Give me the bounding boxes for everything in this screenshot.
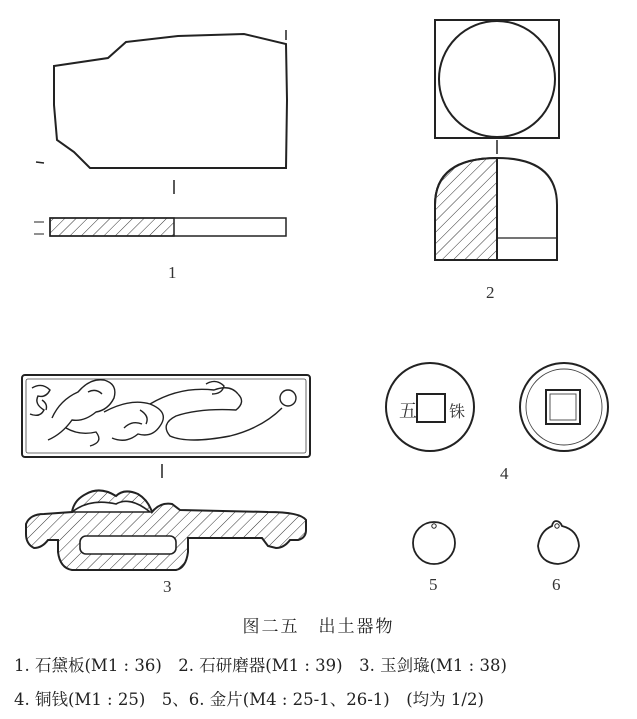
coin-reverse-hole: [546, 390, 580, 424]
stone-slab-drawing: [34, 30, 287, 236]
figure-caption-line-1: 1. 石黛板(M1 : 36) 2. 石研磨器(M1 : 39) 3. 玉剑璏(M1 : 38): [14, 656, 507, 675]
jade-sword-slide-drawing: [22, 375, 310, 570]
grinder-top-circle: [439, 21, 555, 137]
slab-section-hatch: [50, 218, 174, 236]
slide-loop-opening: [80, 536, 176, 554]
figure-caption-line-2: 4. 铜钱(M1 : 25) 5、6. 金片(M4 : 25-1、26-1) (均为 1/2): [14, 690, 484, 709]
coin-char-left: 五: [399, 401, 417, 422]
slide-side-view: [26, 490, 306, 570]
bronze-coins-drawing: [386, 363, 608, 451]
label-item-5: 5: [429, 575, 438, 594]
label-item-1: 1: [168, 263, 177, 282]
coin-obverse-hole: [417, 394, 445, 422]
grinder-top-square: [435, 20, 559, 138]
label-item-4: 4: [500, 464, 509, 483]
grinder-drawing: [435, 20, 559, 260]
figure-caption-title: 图二五 出土器物: [242, 617, 395, 637]
grinder-section-hatch: [435, 158, 497, 260]
carved-decoration: [30, 380, 296, 446]
coin-char-right: 铢: [449, 402, 466, 421]
slab-top-view: [54, 34, 287, 168]
label-item-6: 6: [552, 575, 561, 594]
coin-reverse: [520, 363, 608, 451]
slide-top-view: [22, 375, 310, 457]
label-item-2: 2: [486, 283, 495, 302]
label-item-3: 3: [163, 577, 172, 596]
gold-pieces-drawing: [413, 521, 579, 564]
